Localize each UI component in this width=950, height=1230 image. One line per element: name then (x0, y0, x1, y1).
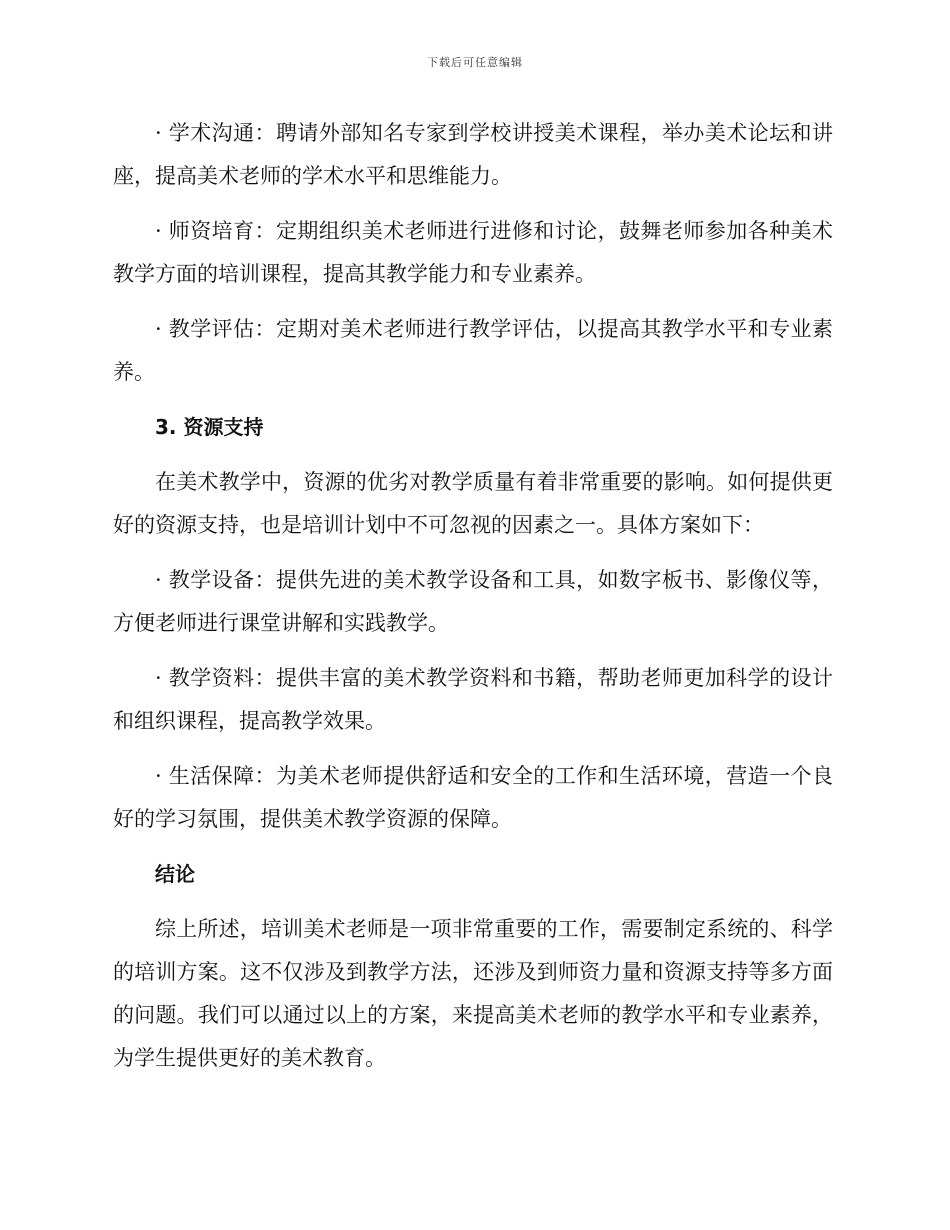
bullet-academic-exchange: · 学术沟通：聘请外部知名专家到学校讲授美术课程，举办美术论坛和讲座，提高美术老师的学术水平和思维能力。 (113, 121, 833, 188)
bullet-living-support: · 生活保障：为美术老师提供舒适和安全的工作和生活环境，营造一个良好的学习氛围，提供美术教学资源的保障。 (113, 764, 833, 831)
section-heading-conclusion: 结论 (155, 862, 195, 886)
paragraph-resource-intro: 在美术教学中，资源的优劣对教学质量有着非常重要的影响。如何提供更好的资源支持，也是培训计划中不可忽视的因素之一。具体方案如下： (113, 470, 833, 537)
bullet-teaching-materials: · 教学资料：提供丰富的美术教学资料和书籍，帮助老师更加科学的设计和组织课程，提高教学效果。 (113, 666, 833, 733)
bullet-teaching-evaluation: · 教学评估：定期对美术老师进行教学评估，以提高其教学水平和专业素养。 (113, 317, 833, 384)
paragraph-conclusion: 综上所述，培训美术老师是一项非常重要的工作，需要制定系统的、科学的培训方案。这不仅涉及到教学方法，还涉及到师资力量和资源支持等多方面的问题。我们可以通过以上的方案，来提高美术老师的教学水平和专业素养，为学生提供更好的美术教育。 (113, 917, 833, 1070)
bullet-teaching-equipment: · 教学设备：提供先进的美术教学设备和工具，如数字板书、影像仪等，方便老师进行课堂讲解和实践教学。 (113, 568, 833, 635)
document-body (113, 112, 833, 1092)
bullet-teacher-training: · 师资培育：定期组织美术老师进行进修和讨论，鼓舞老师参加各种美术教学方面的培训课程，提高其教学能力和专业素养。 (113, 219, 833, 286)
page-header: 下载后可任意编辑 (427, 56, 523, 69)
section-heading-resource-support: 3. 资源支持 (155, 415, 264, 439)
